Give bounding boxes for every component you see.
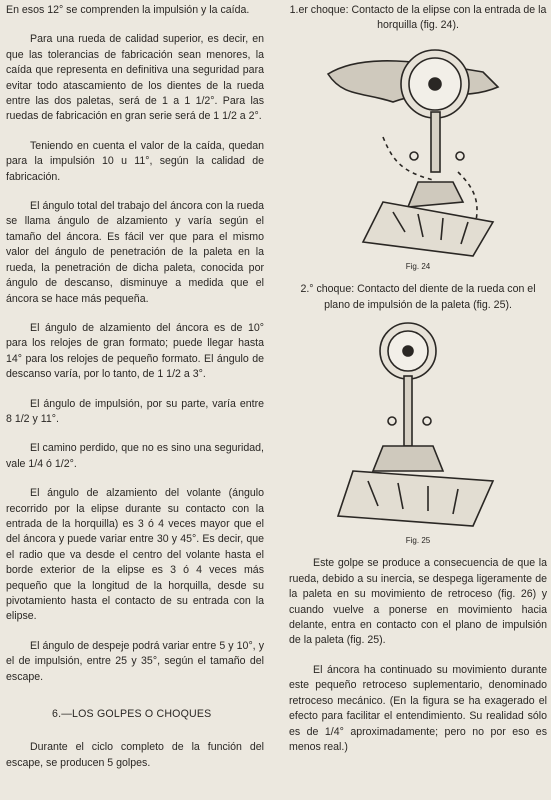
paragraph: El camino perdido, que no es sino una seguridad, vale 1/4 ó 1/2°. <box>6 442 264 470</box>
figure-24 <box>323 42 513 274</box>
paragraph: Teniendo en cuenta el valor de la caída, quedan para la impulsión 10 u 11°, según la calidad de fabricación. <box>6 139 264 183</box>
paragraph: El ángulo de despeje podrá variar entre 5 y 10°, y el de impulsión, entre 25 y 35°, según el tamaño del escape. <box>6 639 264 683</box>
paragraph: El ángulo total del trabajo del áncora con la rueda se llama ángulo de alzamiento y varía según el tamaño del áncora. Es fácil ver que para el mismo valor del ángulo de penetración de la paleta en la rueda, la penetración de dicha paleta, conocida por ángulo de descanso, disminuye a medida que el áncora se hace más pequeña. <box>6 200 264 305</box>
paragraph: El ángulo de impulsión, por su parte, varía entre 8 1/2 y 11°. <box>6 397 264 425</box>
paragraph: Durante el ciclo completo de la función del escape, se producen 5 golpes. <box>6 741 264 769</box>
choque-2-caption: 2.° choque: Contacto del diente de la rueda con el plano de impulsión de la paleta (fig. 25). <box>300 283 536 311</box>
section-title: 6.—LOS GOLPES O CHOQUES <box>52 708 212 721</box>
paragraph: Este golpe se produce a consecuencia de que la rueda, debido a su inercia, se despega ligeramente de la paleta en su movimiento de retroceso (fig. 26) y cuando vuelve a ponerse en movimiento hacia delante, entra en contacto con el plano de impulsión de la paleta (fig. 25). <box>289 557 547 647</box>
paragraph: En esos 12° se comprenden la impulsión y la caída. <box>6 4 250 16</box>
right-column <box>289 0 547 769</box>
paragraph: Para una rueda de calidad superior, es decir, en que las tolerancias de fabricación sean menores, la caída que representa en definitiva una seguridad para evitar todo atascamiento de los dientes de la rueda entre las dos paletas, será de 1 a 1 1/2°. Para las ruedas de fabricación en gran serie será de 1 1/2 a 2°. <box>6 33 264 123</box>
paragraph: El áncora ha continuado su movimiento durante este pequeño retroceso suplementario, denominado retroceso mecánico. (En la figura se ha exagerado el efecto para facilitar el entendimiento. Su realidad sólo es de 1/4° aproximadamente; pero no por eso es menos real.) <box>289 663 547 753</box>
paragraph: El ángulo de alzamiento del áncora es de 10° para los relojes de gran formato; puede llegar hasta 14° para los relojes de pequeño formato. El ángulo de descanso varía, por lo tanto, de 1 1/2 a 3°. <box>6 321 264 381</box>
escapement-diagram-25 <box>323 321 513 531</box>
figure-25 <box>323 321 513 548</box>
choque-1-caption: 1.er choque: Contacto de la elipse con la entrada de la horquilla (fig. 24). <box>289 4 547 32</box>
left-column <box>6 0 264 785</box>
paragraph: El ángulo de alzamiento del volante (ángulo recorrido por la elipse durante su contacto con la entrada de la horquilla) es 3 ó 4 veces mayor que el del áncora y puede variar entre 30 y 45°. Es decir, que el radio que va desde el centro del volante hasta el borde exterior de la elipse es 3 ó 4 veces más pequeño que la longitud de la horquilla, desde su pivotamiento hasta el contacto de su entrada con la elipse. <box>6 487 264 623</box>
escapement-diagram-24 <box>323 42 513 257</box>
figure-25-caption: Fig. 25 <box>405 536 431 546</box>
figure-24-caption: Fig. 24 <box>405 261 431 271</box>
